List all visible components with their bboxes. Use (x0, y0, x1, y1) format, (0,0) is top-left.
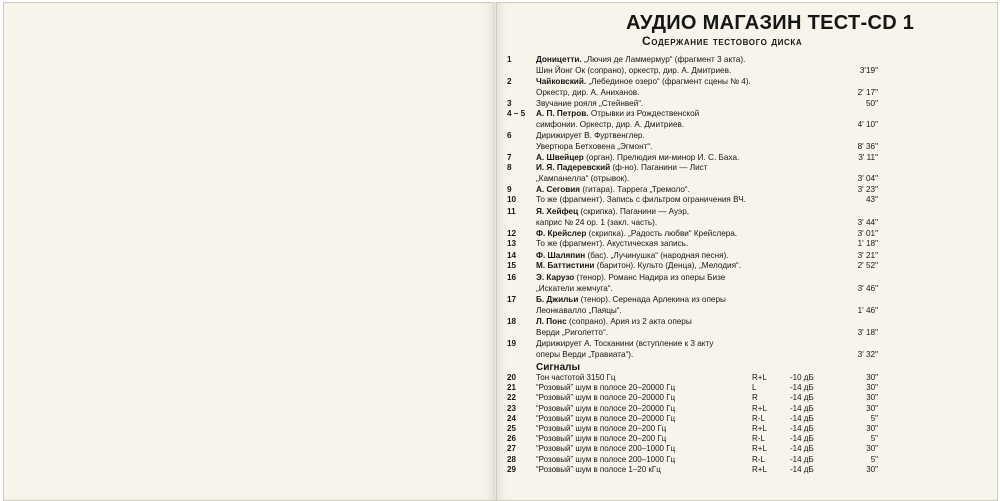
signal-level: -14 дБ (790, 454, 814, 464)
track-number: 16 (507, 273, 517, 282)
track-description (536, 229, 737, 239)
track-description-line2: Леонкавалло „Паяцы“. (536, 306, 622, 315)
track-description (536, 153, 739, 163)
signal-description: “Розовый” шум в полосе 20–20000 Гц (536, 393, 676, 403)
track-description (536, 99, 643, 109)
performer-name: Ф. Крейслер (536, 229, 587, 238)
track-number: 17 (507, 295, 517, 304)
signal-channel: R+L (752, 424, 767, 433)
performer-name: И. Я. Падеревский (536, 163, 611, 172)
track-description-line2: Шин Йонг Ок (сопрано), оркестр, дир. А. Дмитриев. (536, 66, 732, 75)
signal-description: “Розовый” шум в полосе 20–200 Гц (536, 434, 667, 444)
signal-number: 22 (507, 393, 516, 403)
performer-name: Л. Понс (536, 317, 567, 326)
track-number: 12 (507, 229, 517, 238)
track-text: То же (фрагмент). Акустическая запись. (536, 239, 689, 248)
track-number: 9 (507, 185, 512, 194)
signal-channel: L (752, 383, 757, 393)
track-description (536, 55, 745, 65)
track-duration: 3' 44" (857, 218, 878, 227)
track-number: 14 (507, 251, 517, 260)
track-text: (сопрано). Ария из 2 акта оперы (566, 317, 692, 326)
performer-name: Б. Джильи (536, 295, 579, 304)
track-duration: 3' 23" (857, 185, 878, 194)
signal-channel: R (752, 393, 758, 403)
track-description (536, 131, 645, 141)
track-duration: 1' 46" (857, 306, 878, 315)
track-number: 10 (507, 195, 517, 204)
track-text: Дирижирует А. Тосканини (вступление к 3 акту (536, 339, 714, 348)
signal-description: “Розовый” шум в полосе 200–1000 Гц (536, 444, 676, 454)
track-duration: 4' 10" (857, 120, 878, 129)
track-text: (ф-но). Паганини — Лист (610, 163, 708, 172)
signal-description: Тон частотой 3150 Гц (536, 373, 616, 382)
performer-name: Э. Карузо (536, 273, 575, 282)
track-text: То же (фрагмент). Запись с фильтром ограничения ВЧ. (536, 195, 746, 204)
track-description-line2: каприс № 24 ор. 1 (закл. часть). (536, 218, 658, 227)
signal-duration: 30" (866, 373, 878, 382)
track-description (536, 77, 751, 87)
performer-name: Доницетти. (536, 55, 582, 64)
signal-number: 27 (507, 444, 516, 454)
track-duration: 1' 18" (857, 239, 878, 248)
track-description-line2: „Искатели жемчуга“. (536, 284, 613, 293)
track-description (536, 185, 690, 195)
performer-name: Чайковский. (536, 77, 587, 86)
signal-level: -14 дБ (790, 424, 814, 433)
signal-number: 20 (507, 373, 516, 382)
signal-duration: 5" (870, 413, 878, 423)
signal-level: -14 дБ (790, 434, 814, 444)
track-number: 15 (507, 261, 517, 270)
booklet-subtitle: Содержание тестового диска (642, 34, 803, 48)
track-description (536, 317, 692, 327)
performer-name: Я. Хейфец (536, 207, 579, 216)
track-text: Звучание рояля „Стейнвей“. (536, 99, 644, 108)
signal-description: “Розовый” шум в полосе 20–20000 Гц (536, 413, 676, 423)
performer-name: А. П. Петров. (536, 109, 589, 118)
signal-channel: R-L (752, 454, 765, 464)
track-text: (орган). Прелюдия ми-минор И. С. Баха. (583, 153, 740, 162)
performer-name: А. Сеговия (536, 185, 581, 194)
track-description-line2: симфонии. Оркестр, дир. А. Дмитриев. (536, 120, 685, 129)
signal-description: “Розовый” шум в полосе 20–20000 Гц (536, 403, 676, 413)
track-description (536, 273, 725, 283)
track-number: 18 (507, 317, 517, 326)
track-text: Дирижирует В. Фуртвенглер. (536, 131, 645, 140)
track-number: 11 (507, 207, 516, 216)
track-text: Отрывки из Рождественской (588, 109, 700, 118)
track-description (536, 295, 726, 305)
track-description (536, 207, 689, 217)
track-number: 6 (507, 131, 512, 140)
signal-number: 25 (507, 424, 516, 433)
signal-level: -14 дБ (790, 393, 814, 403)
signal-level: -10 дБ (790, 373, 814, 382)
signal-channel: R-L (752, 434, 765, 444)
track-description-line2: „Кампанелла“ (отрывок). (536, 174, 630, 183)
track-description (536, 163, 708, 173)
signal-number: 29 (507, 464, 516, 474)
signal-level: -14 дБ (790, 403, 814, 413)
booklet-title: АУДИО МАГАЗИН ТЕСТ-CD 1 (626, 12, 915, 34)
signals-heading: Сигналы (536, 362, 581, 373)
signal-description: “Розовый” шум в полосе 20–200 Гц (536, 424, 667, 433)
track-number: 2 (507, 77, 512, 86)
left-page (3, 2, 496, 501)
signal-duration: 30" (866, 403, 878, 413)
track-duration: 2' 52" (857, 261, 878, 270)
signal-duration: 30" (866, 393, 878, 403)
track-description (536, 339, 713, 349)
track-duration: 3' 32" (857, 350, 878, 359)
track-text: (бас). „Лучинушка“ (народная песня). (585, 251, 729, 260)
track-duration: 8' 36" (857, 142, 878, 151)
track-description-line2: Увертюра Бетховена „Эгмонт“. (536, 142, 653, 151)
signal-channel: R-L (752, 413, 765, 423)
performer-name: А. Швейцер (536, 153, 584, 162)
signal-level: -14 дБ (790, 383, 814, 393)
track-text: (баритон). Культо (Денца), „Мелодия“. (594, 261, 742, 270)
track-description-line2: Оркестр, дир. А. Аниханов. (536, 88, 640, 97)
signal-channel: R+L (752, 403, 767, 413)
track-number: 8 (507, 163, 512, 172)
track-duration: 50" (865, 99, 878, 108)
signal-duration: 5" (870, 434, 878, 444)
track-duration: 3' 18" (857, 328, 878, 337)
signal-duration: 30" (866, 424, 878, 433)
signal-duration: 30" (866, 444, 878, 454)
track-text: (гитара). Таррега „Тремоло“. (580, 185, 690, 194)
track-number: 13 (507, 239, 517, 248)
track-description (536, 239, 688, 249)
signal-channel: R+L (752, 444, 767, 454)
signal-channel: R+L (752, 464, 767, 474)
track-duration: 2' 17" (857, 88, 878, 97)
track-description-line2: Верди „Риголетто“. (536, 328, 608, 337)
track-text: (скрипка). „Радость любви“ Крейслера. (586, 229, 738, 238)
track-number: 7 (507, 153, 512, 162)
track-duration: 43" (865, 195, 878, 204)
track-description (536, 109, 699, 119)
signal-number: 23 (507, 403, 516, 413)
signal-number: 28 (507, 454, 516, 464)
track-description (536, 251, 729, 261)
track-duration: 3' 11" (858, 153, 878, 162)
track-number: 4 – 5 (507, 109, 526, 118)
track-description-line2: оперы Верди „Травиата“). (536, 350, 634, 359)
signal-number: 26 (507, 434, 516, 444)
signal-description: “Розовый” шум в полосе 200–1000 Гц (536, 454, 676, 464)
track-text: „Лебединое озеро“ (фрагмент сцены № 4). (586, 77, 751, 86)
signal-duration: 30" (866, 464, 878, 474)
signal-level: -14 дБ (790, 413, 814, 423)
track-duration: 3'19" (859, 66, 878, 75)
signal-level: -14 дБ (790, 444, 814, 454)
signal-description: “Розовый” шум в полосе 20–20000 Гц (536, 383, 676, 393)
track-duration: 3' 46" (857, 284, 878, 293)
track-duration: 3' 01" (857, 229, 878, 238)
signal-description: “Розовый” шум в полосе 1–20 кГц (536, 464, 661, 474)
track-number: 1 (507, 55, 512, 64)
track-text: „Лючия де Ламмермур“ (фрагмент 3 акта). (581, 55, 746, 64)
signal-level: -14 дБ (790, 464, 814, 474)
signal-number: 24 (507, 413, 516, 423)
track-duration: 3' 04" (857, 174, 878, 183)
track-duration: 3' 21" (857, 251, 878, 260)
performer-name: М. Баттистини (536, 261, 595, 270)
track-text: (тенор). Романс Надира из оперы Бизе (574, 273, 726, 282)
signal-number: 21 (507, 383, 516, 393)
signal-duration: 5" (870, 454, 878, 464)
performer-name: Ф. Шаляпин (536, 251, 586, 260)
track-description (536, 261, 741, 271)
track-number: 19 (507, 339, 517, 348)
track-description (536, 195, 746, 205)
signal-duration: 30" (866, 383, 878, 393)
track-text: (тенор). Серенада Арлекина из оперы (578, 295, 726, 304)
track-text: (скрипка). Паганини — Ауэр, (578, 207, 690, 216)
signal-channel: R+L (752, 373, 767, 382)
track-number: 3 (507, 99, 512, 108)
